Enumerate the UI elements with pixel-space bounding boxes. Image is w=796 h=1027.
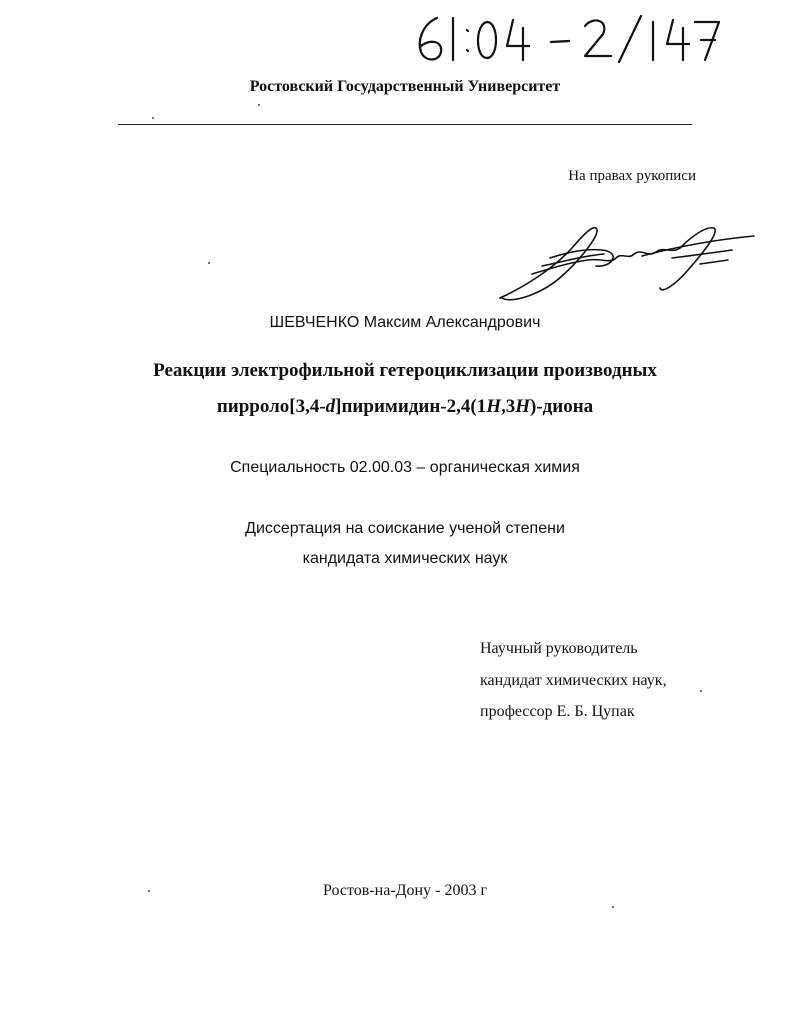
scan-speck: [700, 690, 702, 692]
scan-speck: [208, 262, 210, 264]
title-italic-d: d: [325, 396, 336, 417]
university-name: Ростовский Государственный Университет: [249, 78, 561, 95]
title-part: )-диона: [530, 396, 594, 417]
scan-speck: [258, 104, 260, 106]
title-part: пирроло[3,4-: [216, 396, 326, 417]
place-and-year: Ростов-на-Дону - 2003 г: [322, 882, 488, 899]
dissertation-degree-line-2: кандидата химических наук: [302, 550, 508, 567]
title-part: ]пиримидин-2,4(1: [335, 396, 487, 417]
title-italic-h: H: [515, 396, 531, 417]
header-divider: [118, 124, 692, 125]
supervisor-name: профессор Е. Б. Цупак: [480, 703, 635, 720]
title-part: ,3: [500, 396, 516, 417]
rights-note: На правах рукописи: [568, 168, 696, 184]
dissertation-title-line-1: Реакции электрофильной гетероциклизации производных: [153, 360, 657, 381]
title-italic-h: H: [486, 396, 501, 417]
scan-speck: [148, 890, 150, 892]
scan-speck: [152, 117, 154, 119]
dissertation-degree-line-1: Диссертация на соискание ученой степени: [245, 520, 565, 537]
author-name: ШЕВЧЕНКО Максим Александрович: [269, 314, 541, 331]
handwritten-archive-number: [405, 6, 725, 68]
supervisor-label: Научный руководитель: [480, 640, 638, 657]
dissertation-title-line-2: [0, 396, 796, 418]
scan-speck: [612, 906, 614, 908]
author-signature: [492, 218, 762, 308]
supervisor-degree: кандидат химических наук,: [480, 672, 667, 689]
specialty: Специальность 02.00.03 – органическая химия: [230, 459, 580, 476]
